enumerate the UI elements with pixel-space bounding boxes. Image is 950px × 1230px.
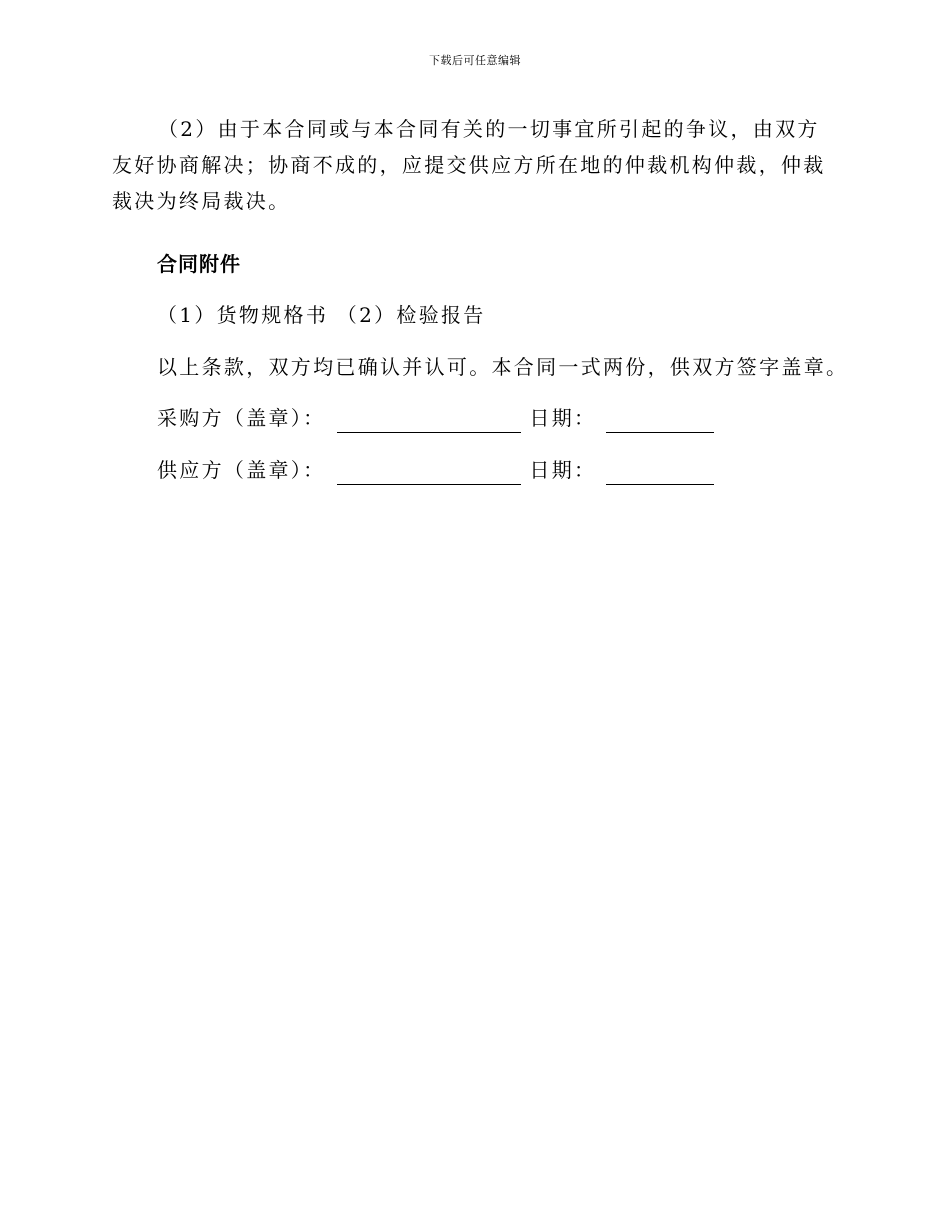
buyer-signature-line[interactable]	[337, 408, 521, 433]
supplier-date-label: 日期：	[529, 458, 597, 482]
supplier-signature-row	[157, 455, 714, 485]
supplier-date-line[interactable]	[606, 460, 714, 485]
supplier-seal-label: 供应方（盖章）：	[157, 458, 326, 482]
buyer-signature-row	[157, 403, 714, 433]
dispute-clause-paragraph: （2）由于本合同或与本合同有关的一切事宜所引起的争议，由双方友好协商解决；协商不成的，应提交供应方所在地的仲裁机构仲裁，仲裁裁决为终局裁决。	[112, 117, 826, 213]
page-header: 下载后可任意编辑	[429, 54, 521, 67]
attachments-section-title: 合同附件	[157, 252, 241, 276]
attachments-list: （1）货物规格书 （2）检验报告	[157, 303, 486, 327]
buyer-seal-label: 采购方（盖章）：	[157, 406, 326, 430]
supplier-signature-line[interactable]	[337, 460, 521, 485]
buyer-date-line[interactable]	[606, 408, 714, 433]
buyer-date-label: 日期：	[529, 406, 597, 430]
confirmation-paragraph: 以上条款，双方均已确认并认可。本合同一式两份，供双方签字盖章。	[157, 355, 849, 379]
